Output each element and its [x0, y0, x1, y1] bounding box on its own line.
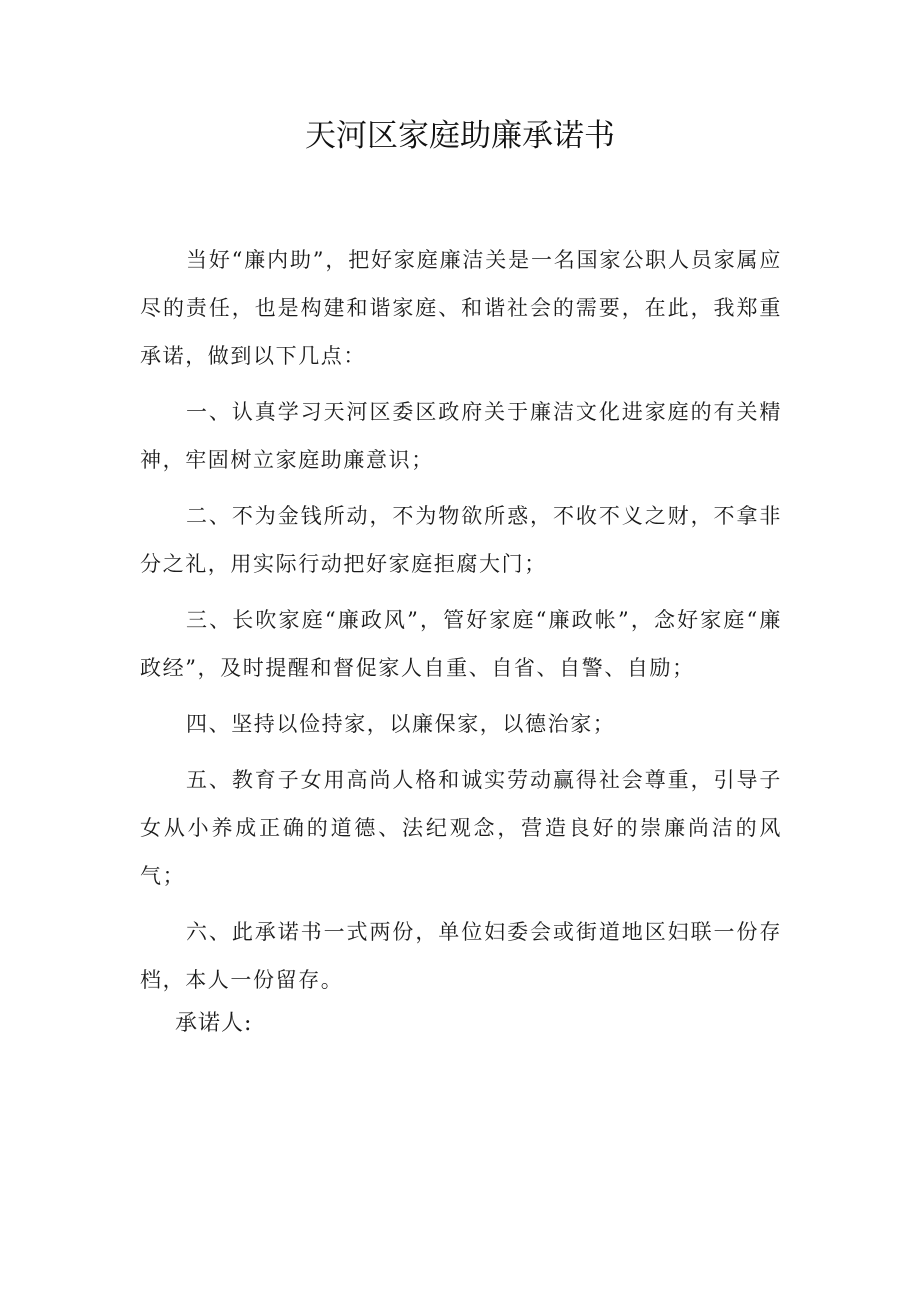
paragraph-item-3: 三、长吹家庭“廉政风”，管好家庭“廉政帐”，念好家庭“廉政经”，及时提醒和督促家人自重、自省、自警、自励； — [140, 608, 782, 680]
paragraph-item-2: 二、不为金钱所动，不为物欲所惑，不收不义之财，不拿非分之礼，用实际行动把好家庭拒腐大门； — [140, 504, 782, 576]
paragraph-intro: 当好“廉内助”，把好家庭廉洁关是一名国家公职人员家属应尽的责任，也是构建和谐家庭、和谐社会的需要，在此，我郑重承诺，做到以下几点： — [140, 248, 782, 368]
signature-label: 承诺人: — [175, 1011, 253, 1036]
document-title: 天河区家庭助廉承诺书 — [305, 118, 615, 154]
paragraph-item-4: 四、坚持以俭持家，以廉保家，以德治家； — [186, 712, 616, 736]
paragraph-item-6: 六、此承诺书一式两份，单位妇委会或街道地区妇联一份存档，本人一份留存。 — [140, 920, 782, 992]
paragraph-item-5: 五、教育子女用高尚人格和诚实劳动赢得社会尊重，引导子女从小养成正确的道德、法纪观念，营造良好的崇廉尚洁的风气； — [140, 768, 782, 888]
paragraph-item-1: 一、认真学习天河区委区政府关于廉洁文化进家庭的有关精神，牢固树立家庭助廉意识； — [140, 400, 782, 472]
document-body — [140, 236, 782, 1004]
